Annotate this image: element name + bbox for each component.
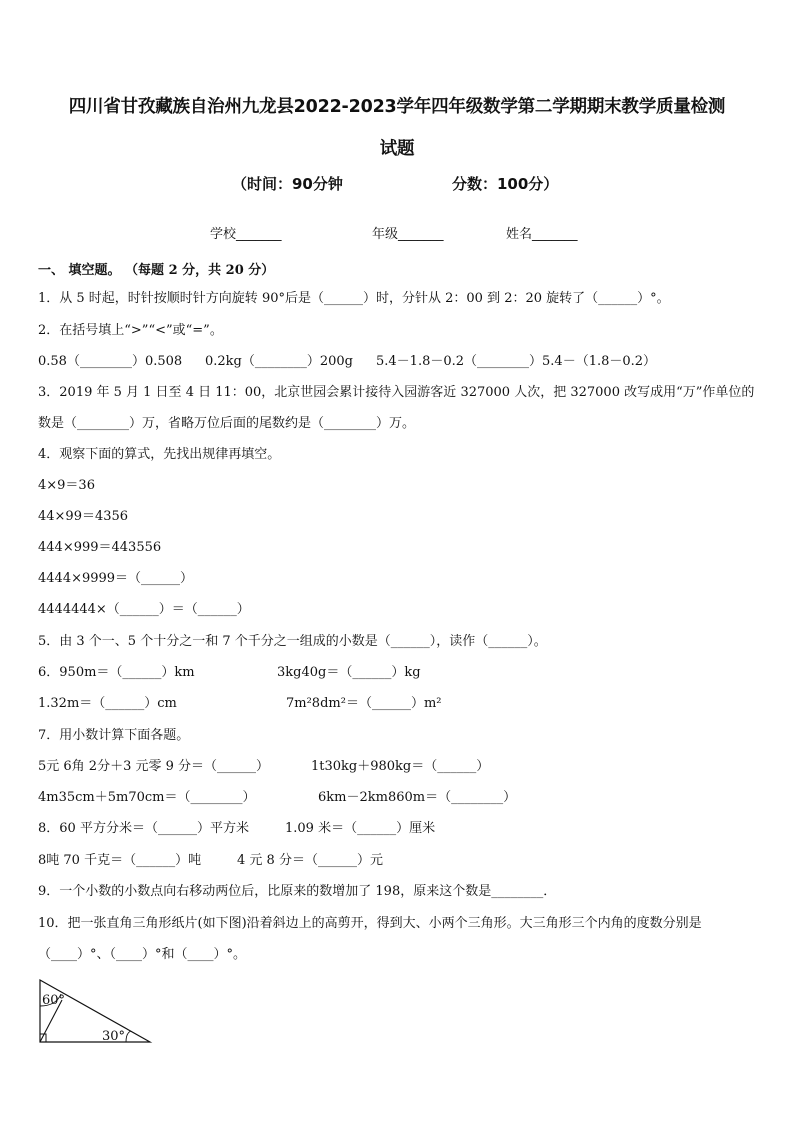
section-heading: 一、 填空题。 （每题 2 分，共 20 分）	[38, 263, 275, 278]
page-title	[0, 86, 794, 170]
question-8-item-d: 4 元 8 分＝（______）元	[237, 853, 383, 868]
question-10-line-2: （____）°、（____）°和（____）°。	[38, 947, 247, 962]
bottom-angle-arc	[126, 1031, 131, 1042]
question-4-eq-5: 4444444×（______）＝（______）	[38, 602, 250, 617]
question-4-eq-2: 44×99＝4356	[38, 509, 129, 524]
question-7-item-d: 6km－2km860m＝（________）	[318, 790, 517, 805]
question-5: 5．由 3 个一、5 个十分之一和 7 个千分之一组成的小数是（______），读作（______）。	[38, 634, 547, 649]
name-field[interactable]: 姓名_______	[506, 227, 578, 242]
question-9: 9．一个小数的小数点向右移动两位后，比原来的数增加了 198，原来这个数是________．	[38, 884, 557, 899]
question-7-item-c: 4m35cm＋5m70cm＝（________）	[38, 790, 256, 805]
title-line-1: 四川省甘孜藏族自治州九龙县2022-2023学年四年级数学第二学期期末教学质量检测	[68, 97, 726, 117]
question-8-item-c: 8吨 70 千克＝（______）吨	[38, 853, 202, 868]
question-10-line-1: 10．把一张直角三角形纸片(如下图)沿着斜边上的高剪开，得到大、小两个三角形。大三角形三个内角的度数分别是	[38, 916, 702, 931]
question-3-line-2: 数是（________）万，省略万位后面的尾数约是（________）万。	[38, 416, 416, 431]
question-8-item-b: 1.09 米＝（______）厘米	[285, 821, 436, 836]
question-6-item-b: 3kg40g＝（______）kg	[277, 665, 421, 680]
question-4-eq-3: 444×999＝443556	[38, 540, 162, 555]
question-6-item-c: 1.32m＝（______）cm	[38, 696, 177, 711]
question-7-item-a: 5元 6角 2分＋3 元零 9 分＝（______）	[38, 759, 270, 774]
question-4: 4．观察下面的算式，先找出规律再填空。	[38, 447, 281, 462]
exam-time: （时间：90分钟	[232, 175, 343, 193]
question-6-item-a: 6．950m＝（______）km	[38, 665, 195, 680]
question-3-line-1: 3．2019 年 5 月 1 日至 4 日 11：00，北京世园会累计接待入园游客近 327000 人次，把 327000 改写成用“万”作单位的	[38, 385, 755, 400]
angle-label-top: 60°	[42, 993, 66, 1008]
question-8-item-a: 8．60 平方分米＝（______）平方米	[38, 821, 249, 836]
question-2-item-c: 5.4－1.8－0.2（________）5.4－（1.8－0.2）	[376, 354, 657, 369]
angle-label-bottom: 30°	[102, 1029, 126, 1044]
question-2-item-a: 0.58（________）0.508	[38, 354, 183, 369]
question-2-item-b: 0.2kg（________）200g	[205, 354, 354, 369]
triangle-figure	[34, 976, 158, 1048]
question-4-eq-1: 4×9＝36	[38, 478, 95, 493]
title-line-2: 试题	[379, 139, 415, 159]
question-7: 7．用小数计算下面各题。	[38, 728, 190, 743]
question-2: 2．在括号填上“>”“<”或“=”。	[38, 323, 223, 338]
exam-score: 分数：100分）	[452, 175, 559, 193]
grade-field[interactable]: 年级_______	[372, 227, 444, 242]
question-1: 1．从 5 时起，时针按顺时针方向旋转 90°后是（______）时，分针从 2：00 到 2：20 旋转了（______）°。	[38, 291, 670, 306]
question-7-item-b: 1t30kg＋980kg＝（______）	[311, 759, 490, 774]
school-field[interactable]: 学校_______	[210, 227, 282, 242]
question-4-eq-4: 4444×9999＝（______）	[38, 571, 194, 586]
question-6-item-d: 7m²8dm²＝（______）m²	[286, 696, 442, 711]
